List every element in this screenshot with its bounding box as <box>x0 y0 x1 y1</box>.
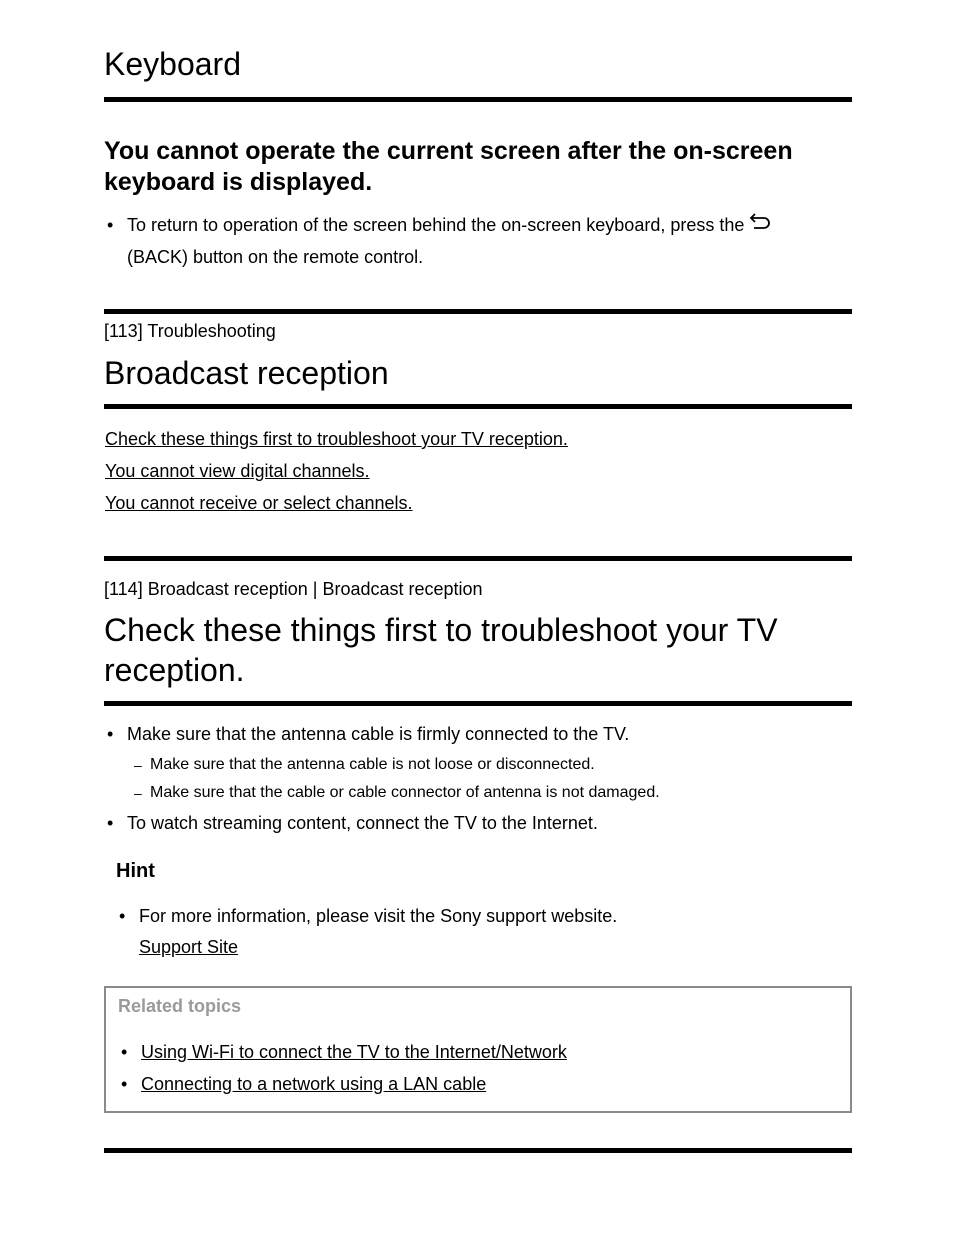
keyboard-question: You cannot operate the current screen after the on-screen keyboard is displayed. <box>104 137 793 196</box>
title-rule <box>104 701 852 706</box>
bottom-rule <box>104 1148 852 1153</box>
related-link-wifi[interactable]: • Using Wi-Fi to connect the TV to the Internet/Network <box>141 1036 567 1068</box>
broadcast-title: Broadcast reception <box>104 355 389 391</box>
related-topics-box <box>104 986 852 1113</box>
check-title-line2: reception. <box>104 652 245 688</box>
keyboard-title: Keyboard <box>104 46 241 82</box>
section-rule <box>104 309 852 314</box>
link-check-reception[interactable]: Check these things first to troubleshoot your TV reception. <box>105 429 568 449</box>
related-link-lan[interactable]: • Connecting to a network using a LAN cable <box>141 1068 486 1100</box>
keyboard-bullet <box>127 209 827 273</box>
hint-title: Hint <box>116 860 155 882</box>
hint-bullet: • For more information, please visit the Sony support website. <box>139 900 617 932</box>
check-bullet-1: • Make sure that the antenna cable is firmly connected to the TV. <box>127 718 629 750</box>
check-title <box>104 610 852 690</box>
check-bullet-2: • To watch streaming content, connect the TV to the Internet. <box>127 807 598 839</box>
link-digital-channels[interactable]: You cannot view digital channels. <box>105 461 370 481</box>
support-site-link[interactable]: Support Site <box>139 937 239 957</box>
back-arrow-icon <box>748 211 772 233</box>
link-receive-channels[interactable]: You cannot receive or select channels. <box>105 493 413 513</box>
check-sub-bullet-2: – Make sure that the cable or cable connector of antenna is not damaged. <box>150 779 660 807</box>
breadcrumb-113: [113] Troubleshooting <box>104 321 276 341</box>
title-rule <box>104 97 852 102</box>
section-rule <box>104 556 852 561</box>
keyboard-bullet-text-2: (BACK) button on the remote control. <box>127 247 424 267</box>
breadcrumb-114: [114] Broadcast reception | Broadcast reception <box>104 579 483 599</box>
keyboard-bullet-text: To return to operation of the screen behind the on-screen keyboard, press the <box>127 215 745 235</box>
check-title-line1: Check these things first to troubleshoot your TV <box>104 612 778 648</box>
related-topics-title: Related topics <box>118 996 242 1016</box>
check-sub-bullet-1: – Make sure that the antenna cable is not loose or disconnected. <box>150 751 595 779</box>
title-rule <box>104 404 852 409</box>
